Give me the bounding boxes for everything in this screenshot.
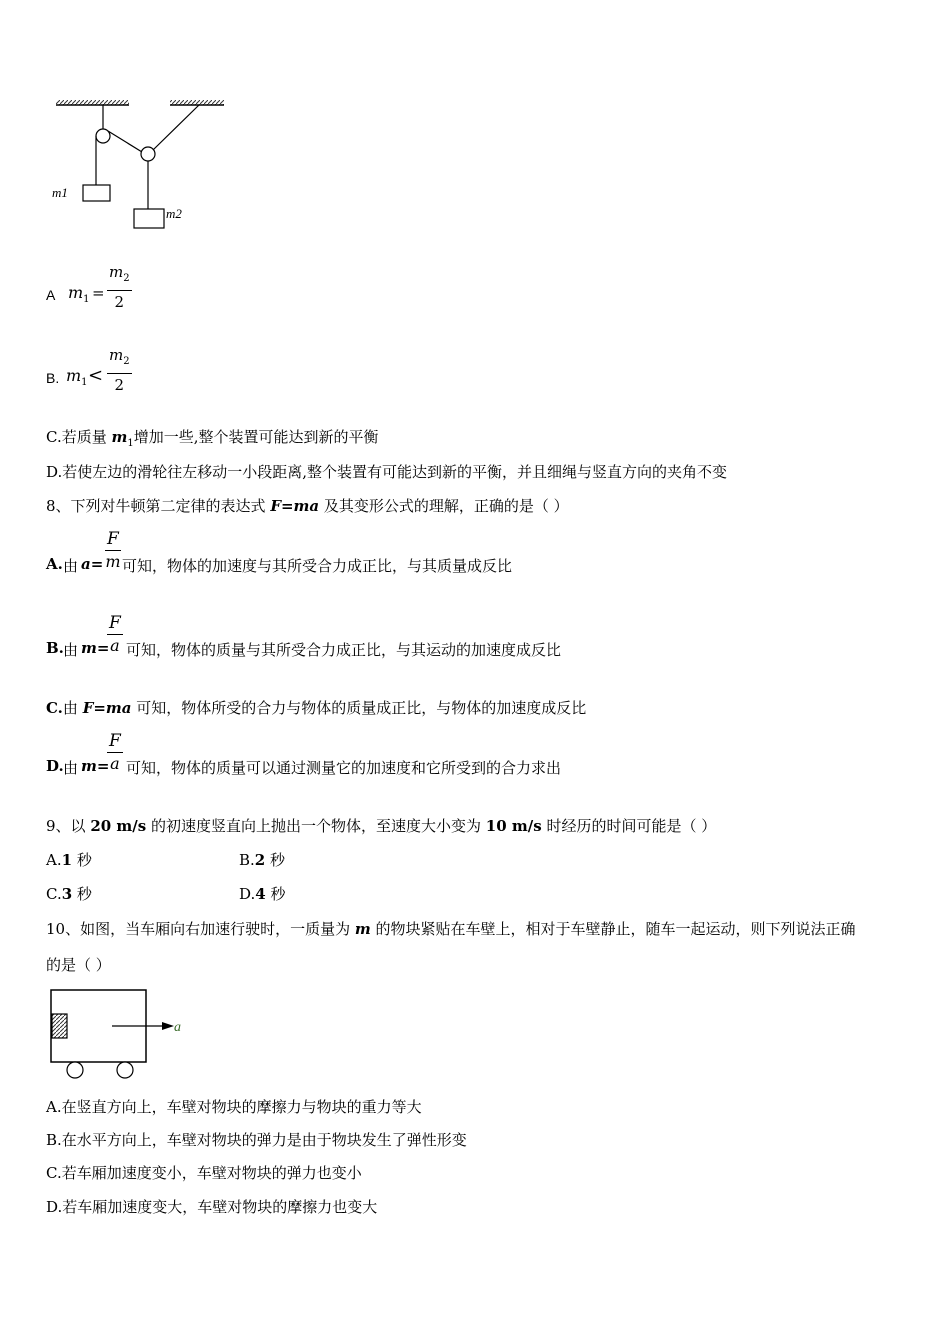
formula-op: < bbox=[88, 365, 104, 386]
formula-fraction: $\frac{m_2}{2}$ bbox=[109, 263, 130, 311]
formula-fraction: $\frac{F}{a}$ bbox=[109, 613, 121, 655]
option-letter: B. bbox=[46, 370, 60, 386]
q9-option-c: C.3 秒 bbox=[46, 885, 92, 903]
formula-fraction: $\frac{F}{m}$ bbox=[105, 529, 121, 571]
acceleration-label: a bbox=[174, 1020, 181, 1035]
q9-option-b: B.2 秒 bbox=[239, 851, 286, 869]
q9-option-a: A.1 秒 bbox=[46, 851, 92, 869]
q8-stem: 8、下列对牛顿第二定律的表达式 F=ma 及其变形公式的理解，正确的是（ ） bbox=[46, 497, 569, 515]
q9-stem: 9、以 20 m/s 的初速度竖直向上抛出一个物体，至速度大小变为 10 m/s 时经历的时间可能是（ ） bbox=[46, 817, 717, 835]
q10-option-d: D.若车厢加速度变大，车壁对物块的摩擦力也变大 bbox=[46, 1198, 378, 1216]
q7-option-d: D.若使左边的滑轮往左移动一小段距离,整个装置有可能达到新的平衡，并且细绳与竖直方向的夹角不变 bbox=[46, 463, 728, 481]
formula-lhs: $m_1$ bbox=[66, 366, 88, 389]
q10-stem-line1: 10、如图，当车厢向右加速行驶时，一质量为 m 的物块紧贴在车壁上，相对于车壁静止，随车一起运动，则下列说法正确 bbox=[46, 920, 856, 938]
formula-fraction: $\frac{m_2}{2}$ bbox=[109, 346, 130, 394]
wheel-left bbox=[67, 1062, 83, 1078]
formula-op: = bbox=[92, 284, 105, 302]
wheel-right bbox=[117, 1062, 133, 1078]
block bbox=[52, 1014, 67, 1038]
q10-option-a: A.在竖直方向上，车壁对物块的摩擦力与物块的重力等大 bbox=[46, 1098, 422, 1116]
formula-fraction: $\frac{F}{a}$ bbox=[109, 731, 121, 773]
formula-lhs: $m_1$ bbox=[68, 283, 90, 306]
q7-option-c: C.若质量 $m_1$增加一些,整个装置可能达到新的平衡 bbox=[46, 428, 379, 449]
q10-stem-line2: 的是（ ） bbox=[46, 956, 111, 974]
q10-option-c: C.若车厢加速度变小，车壁对物块的弹力也变小 bbox=[46, 1164, 362, 1182]
q8-option-c: C.由 F=ma 可知，物体所受的合力与物体的质量成正比，与物体的加速度成反比 bbox=[46, 699, 587, 717]
m2-label: m2 bbox=[166, 206, 182, 221]
car-figure bbox=[0, 0, 260, 1090]
q10-option-b: B.在水平方向上，车壁对物块的弹力是由于物块发生了弹性形变 bbox=[46, 1131, 467, 1149]
q9-option-d: D.4 秒 bbox=[239, 885, 286, 903]
option-letter: A bbox=[46, 287, 56, 303]
m1-label: m1 bbox=[52, 185, 68, 200]
